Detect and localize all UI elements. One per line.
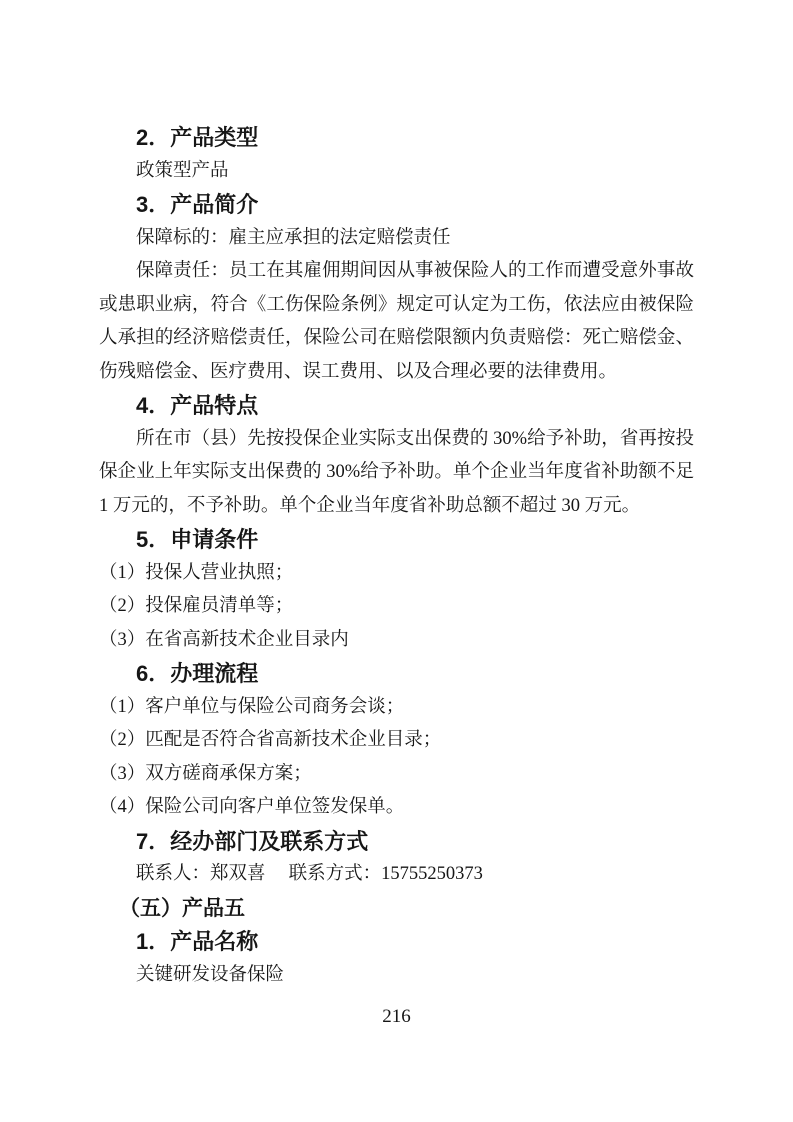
- list-item-process-3: （3）双方磋商承保方案；: [99, 763, 312, 784]
- list-item-condition-1: （1）投保人营业执照；: [99, 562, 294, 583]
- body-subsidy-line-2: 保企业上年实际支出保费的 30%给予补助。单个企业当年度省补助额不足: [99, 462, 694, 482]
- list-item-process-2: （2）匹配是否符合省高新技术企业目录；: [99, 730, 442, 750]
- body-subsidy-line-1: 所在市（县）先按投保企业实际支出保费的 30%给予补助，省再按投: [136, 428, 694, 449]
- heading-handling-process: 6．办理流程: [136, 661, 259, 686]
- list-item-process-1: （1）客户单位与保险公司商务会谈；: [99, 696, 405, 717]
- body-coverage-line-1: 保障责任：员工在其雇佣期间因从事被保险人的工作而遭受意外事故: [136, 261, 694, 281]
- heading-product-features: 4．产品特点: [136, 393, 259, 418]
- heading-product-intro: 3．产品简介: [136, 192, 259, 217]
- body-coverage-line-2: 或患职业病，符合《工伤保险条例》规定可认定为工伤，依法应由被保险: [99, 294, 694, 315]
- list-item-process-4: （4）保险公司向客户单位签发保单。: [99, 797, 405, 817]
- document-content: [99, 121, 694, 992]
- list-item-condition-3: （3）在省高新技术企业目录内: [99, 629, 349, 650]
- page-number: 216: [382, 1006, 411, 1027]
- body-product-type-value: 政策型产品: [136, 160, 229, 181]
- body-insured-object: 保障标的：雇主应承担的法定赔偿责任: [136, 227, 451, 248]
- heading-product-five: （五）产品五: [119, 895, 245, 920]
- list-item-condition-2: （2）投保雇员清单等；: [99, 596, 294, 616]
- heading-product-name: 1．产品名称: [136, 929, 259, 954]
- heading-contact-department: 7．经办部门及联系方式: [136, 828, 369, 854]
- body-coverage-line-3: 人承担的经济赔偿责任，保险公司在赔偿限额内负责赔偿：死亡赔偿金、: [99, 328, 694, 348]
- body-coverage-line-4: 伤残赔偿金、医疗费用、误工费用、以及合理必要的法律费用。: [99, 361, 618, 382]
- heading-application-conditions: 5．申请条件: [136, 527, 259, 552]
- body-subsidy-line-3: 1 万元的，不予补助。单个企业当年度省补助总额不超过 30 万元。: [99, 495, 641, 516]
- body-contact-info: 联系人：郑双喜 联系方式：15755250373: [136, 864, 483, 884]
- heading-product-type: 2．产品类型: [136, 125, 259, 150]
- body-product-name-value: 关键研发设备保险: [136, 964, 285, 985]
